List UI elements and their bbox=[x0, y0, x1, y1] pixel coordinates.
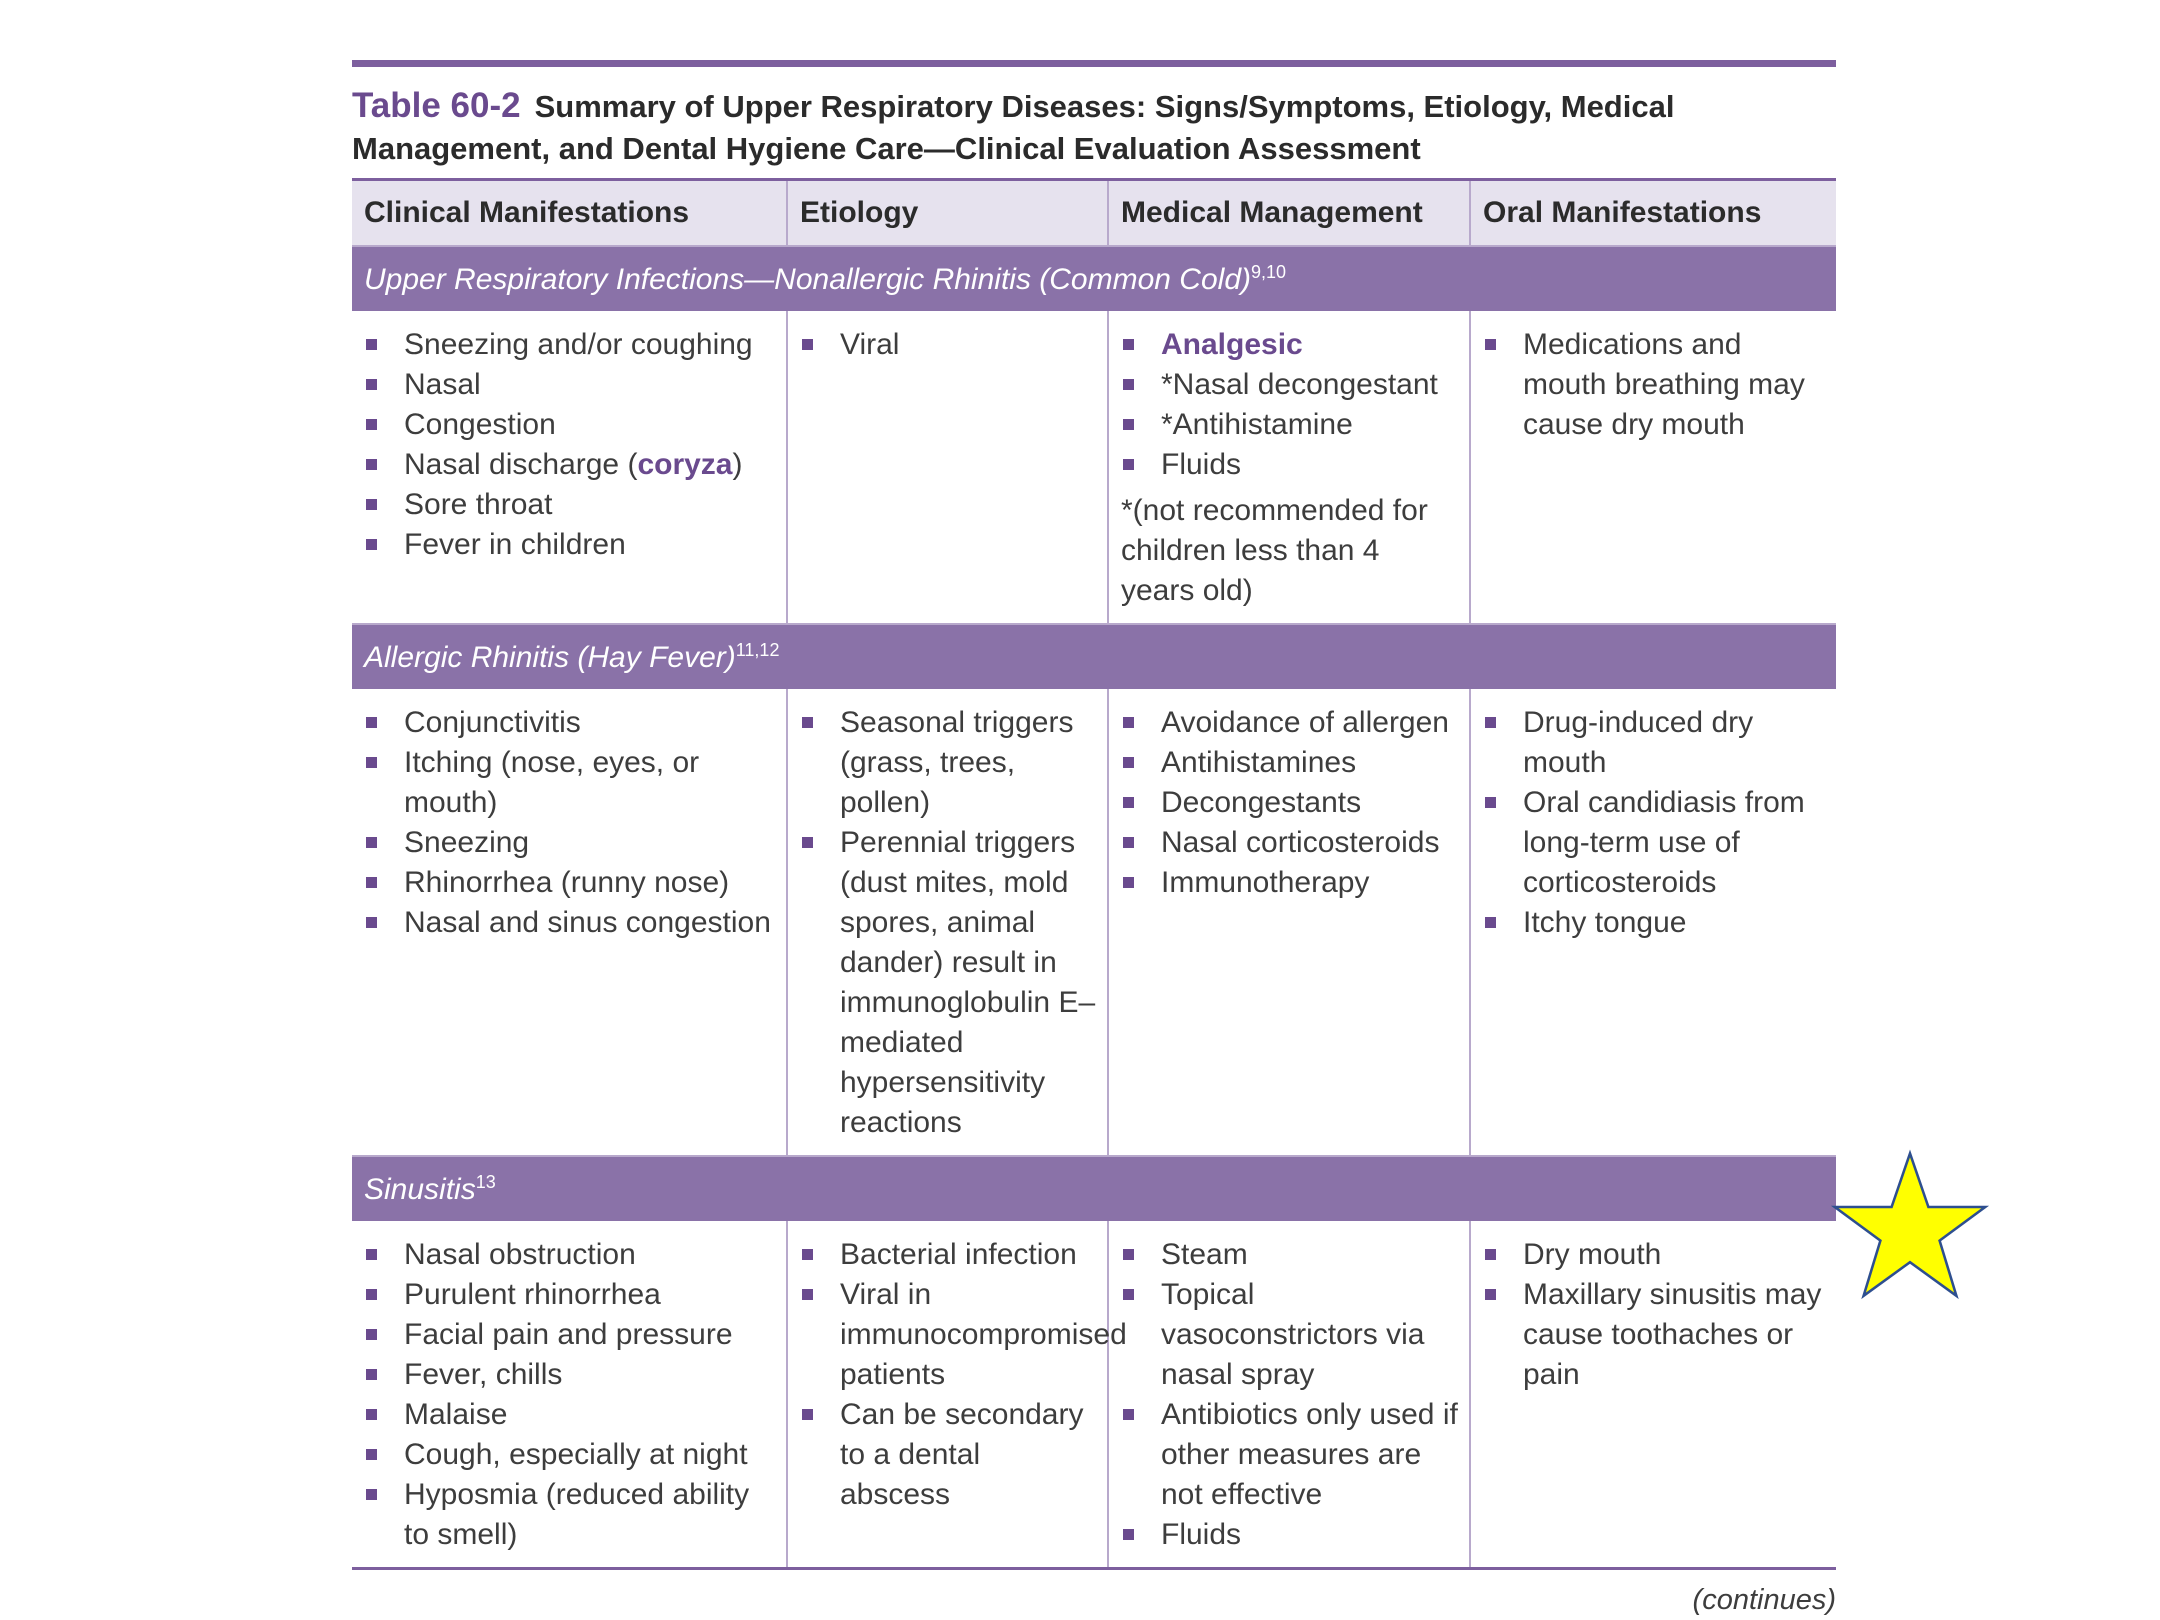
table-row bbox=[352, 311, 1836, 624]
medical-cell bbox=[1108, 689, 1470, 1156]
list-item: Sore throat bbox=[364, 485, 776, 525]
list-item: Antihistamines bbox=[1121, 743, 1459, 783]
list-item: Drug-induced dry mouth bbox=[1483, 703, 1826, 783]
list-item bbox=[364, 445, 776, 485]
bottom-rule bbox=[352, 1567, 1836, 1570]
medical-cell bbox=[1108, 311, 1470, 624]
list-item: Antibiotics only used if other measures are not effective bbox=[1121, 1395, 1459, 1515]
top-rule bbox=[352, 60, 1836, 67]
list-item: Purulent rhinorrhea bbox=[364, 1275, 776, 1315]
list-item: Sneezing and/or coughing bbox=[364, 325, 776, 365]
clinical-cell bbox=[352, 1221, 787, 1567]
list-item: Viral in immunocompromised patients bbox=[800, 1275, 1097, 1395]
list-item: Decongestants bbox=[1121, 783, 1459, 823]
document-page bbox=[352, 60, 1836, 1617]
disease-table bbox=[352, 178, 1836, 1567]
column-header-row bbox=[352, 180, 1836, 247]
medical-cell bbox=[1108, 1221, 1470, 1567]
list-item: Nasal and sinus congestion bbox=[364, 903, 776, 943]
list-item: Itchy tongue bbox=[1483, 903, 1826, 943]
etiology-cell bbox=[787, 311, 1108, 624]
list-item: Malaise bbox=[364, 1395, 776, 1435]
section-header-row bbox=[352, 624, 1836, 689]
star-shape bbox=[1835, 1153, 1985, 1295]
list-item: Fever in children bbox=[364, 525, 776, 565]
col-header-oral: Oral Manifestations bbox=[1470, 180, 1836, 247]
list-item: Oral candidiasis from long-term use of corticosteroids bbox=[1483, 783, 1826, 903]
list-item: Rhinorrhea (runny nose) bbox=[364, 863, 776, 903]
list-item: Maxillary sinusitis may cause toothaches or pain bbox=[1483, 1275, 1826, 1395]
list-item: *Antihistamine bbox=[1121, 405, 1459, 445]
highlighted-term: Analgesic bbox=[1121, 325, 1459, 365]
clinical-cell bbox=[352, 311, 787, 624]
list-item: Itching (nose, eyes, or mouth) bbox=[364, 743, 776, 823]
list-item: Dry mouth bbox=[1483, 1235, 1826, 1275]
section-heading bbox=[352, 246, 1836, 311]
col-header-etiology: Etiology bbox=[787, 180, 1108, 247]
list-item: Nasal corticosteroids bbox=[1121, 823, 1459, 863]
list-item: *Nasal decongestant bbox=[1121, 365, 1459, 405]
etiology-cell bbox=[787, 689, 1108, 1156]
list-item-text: Nasal discharge ( bbox=[404, 448, 638, 481]
table-row bbox=[352, 689, 1836, 1156]
list-item: Avoidance of allergen bbox=[1121, 703, 1459, 743]
list-item: Facial pain and pressure bbox=[364, 1315, 776, 1355]
section-heading bbox=[352, 1156, 1836, 1221]
table-number: Table 60-2 bbox=[352, 86, 521, 125]
list-item: Sneezing bbox=[364, 823, 776, 863]
list-item: Conjunctivitis bbox=[364, 703, 776, 743]
list-item: Immunotherapy bbox=[1121, 863, 1459, 903]
list-item: Medications and mouth breathing may cause dry mouth bbox=[1483, 325, 1826, 445]
table-title bbox=[352, 67, 1836, 178]
list-item: Perennial triggers (dust mites, mold spores, animal dander) result in immunoglobulin E–mediated hypersensitivity reactions bbox=[800, 823, 1097, 1143]
oral-cell bbox=[1470, 311, 1836, 624]
star-icon bbox=[1830, 1148, 1990, 1306]
list-item: Nasal bbox=[364, 365, 776, 405]
list-item: Viral bbox=[800, 325, 1097, 365]
section-heading-text: Sinusitis bbox=[364, 1172, 476, 1206]
oral-cell bbox=[1470, 689, 1836, 1156]
list-item-text: ) bbox=[732, 448, 743, 481]
list-item: Congestion bbox=[364, 405, 776, 445]
highlighted-term: coryza bbox=[637, 448, 733, 481]
section-ref: 13 bbox=[475, 1171, 496, 1192]
table-row bbox=[352, 1221, 1836, 1567]
list-item: Cough, especially at night bbox=[364, 1435, 776, 1475]
section-heading bbox=[352, 624, 1836, 689]
list-item: Bacterial infection bbox=[800, 1235, 1097, 1275]
list-item: Fluids bbox=[1121, 1515, 1459, 1555]
section-heading-text: Allergic Rhinitis (Hay Fever) bbox=[364, 640, 736, 674]
section-header-row bbox=[352, 246, 1836, 311]
list-item: Can be secondary to a dental abscess bbox=[800, 1395, 1097, 1515]
section-heading-text: Upper Respiratory Infections—Nonallergic Rhinitis (Common Cold) bbox=[364, 262, 1251, 296]
oral-cell bbox=[1470, 1221, 1836, 1567]
list-item: Steam bbox=[1121, 1235, 1459, 1275]
list-item: Seasonal triggers (grass, trees, pollen) bbox=[800, 703, 1097, 823]
list-item: Fluids bbox=[1121, 445, 1459, 485]
clinical-cell bbox=[352, 689, 787, 1156]
table-title-text: Summary of Upper Respiratory Diseases: Signs/Symptoms, Etiology, Medical Management, and Dental Hygiene Care—Clinical Evaluation Assessment bbox=[352, 89, 1675, 166]
list-item: Fever, chills bbox=[364, 1355, 776, 1395]
section-ref: 11,12 bbox=[735, 639, 780, 660]
section-ref: 9,10 bbox=[1251, 261, 1287, 282]
section-header-row bbox=[352, 1156, 1836, 1221]
list-item: Nasal obstruction bbox=[364, 1235, 776, 1275]
etiology-cell bbox=[787, 1221, 1127, 1567]
list-item: Hyposmia (reduced ability to smell) bbox=[364, 1475, 776, 1555]
continues-note: (continues) bbox=[1692, 1584, 1836, 1616]
col-header-medical: Medical Management bbox=[1108, 180, 1470, 247]
list-item: Topical vasoconstrictors via nasal spray bbox=[1121, 1275, 1459, 1395]
col-header-clinical: Clinical Manifestations bbox=[352, 180, 787, 247]
footnote: *(not recommended for children less than 4 years old) bbox=[1121, 494, 1428, 607]
